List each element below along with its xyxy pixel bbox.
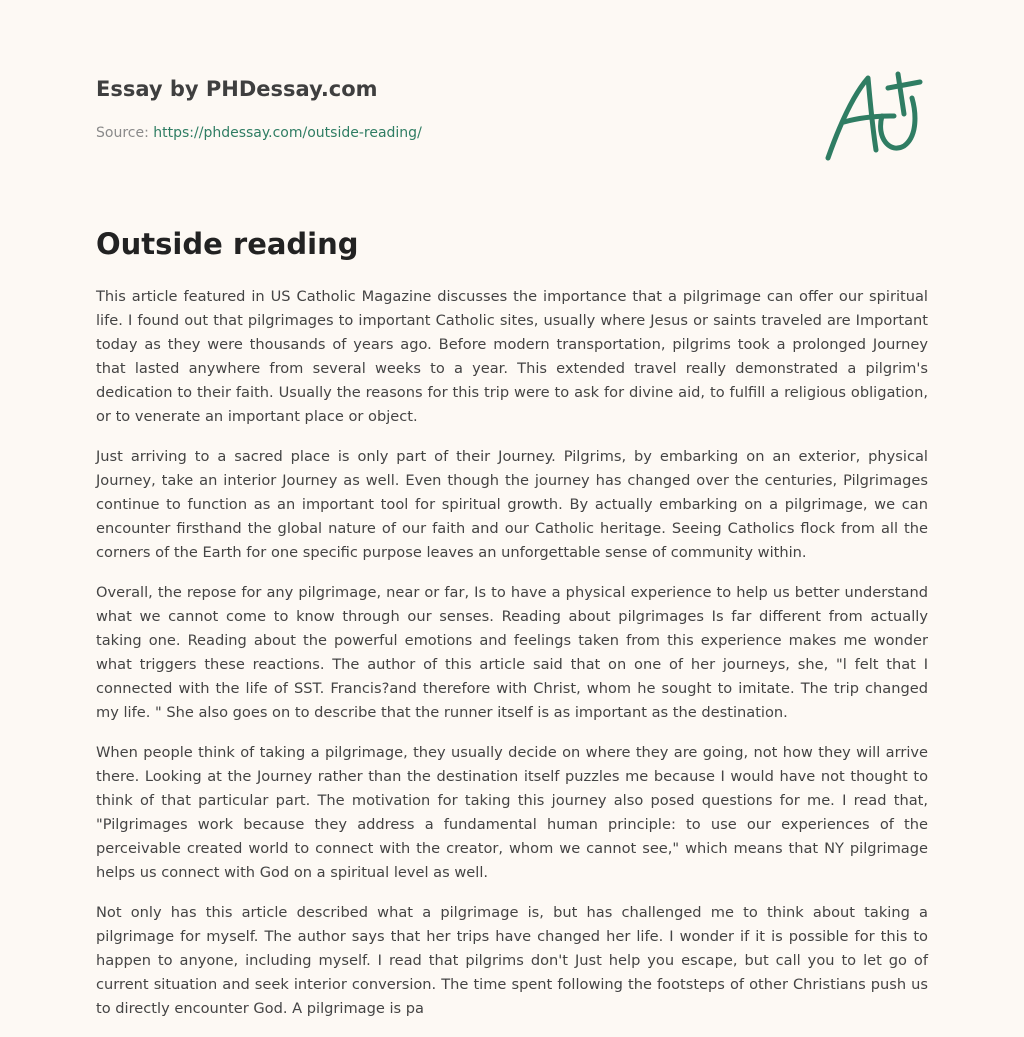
paragraph: This article featured in US Catholic Magazine discusses the importance that a pilgrimage can offer our spiritual life. I found out that pilgrimages to important Catholic sites, usually where Jesus or saints traveled are Important today as they were thousands of years ago. Before modern transportation, pilgrims took a prolonged Journey that lasted anywhere from several weeks to a year. This extended travel really demonstrated a pilgrim's dedication to their faith. Usually the reasons for this trip were to ask for divine aid, to fulfill a religious obligation, or to venerate an important place or object. (96, 288, 928, 425)
essay-title: Outside reading (96, 227, 359, 261)
paragraph: Overall, the repose for any pilgrimage, near or far, Is to have a physical experience to help us better understand what we cannot come to know through our senses. Reading about pilgrimages Is far different from actually taking one. Reading about the powerful emotions and feelings taken from this experience makes me wonder what triggers these reactions. The author of this article said that on one of her journeys, she, "l felt that I connected with the life of SST. Francis?and therefore with Christ, whom he sought to imitate. The trip changed my life. " She also goes on to describe that the runner itself is as important as the destination. (96, 584, 928, 721)
paragraph: Not only has this article described what a pilgrimage is, but has challenged me to think about taking a pilgrimage for myself. The author says that her trips have changed her life. I wonder if it is possible for this to happen to anyone, including myself. I read that pilgrims don't Just help you escape, but call you to let go of current situation and seek interior conversion. The time spent following the footsteps of other Christians push us to directly encounter God. A pilgrimage is pa (96, 904, 928, 1017)
paragraph: When people think of taking a pilgrimage, they usually decide on where they are going, not how they will arrive there. Looking at the Journey rather than the destination itself puzzles me because I would have not thought to think of that particular part. The motivation for taking this journey also posed questions for me. I read that, "Pilgrimages work because they address a fundamental human principle: to use our experiences of the perceivable created world to connect with the creator, whom we cannot see," which means that NY pilgrimage helps us connect with God on a spiritual level as well. (96, 744, 928, 881)
paragraph: Just arriving to a sacred place is only part of their Journey. Pilgrims, by embarking on an exterior, physical Journey, take an interior Journey as well. Even though the journey has changed over the centuries, Pilgrimages continue to function as an important tool for spiritual growth. By actually embarking on a pilgrimage, we can encounter firsthand the global nature of our faith and our Catholic heritage. Seeing Catholics flock from all the corners of the Earth for one specific purpose leaves an unforgettable sense of community within. (96, 448, 928, 561)
source-line (96, 123, 796, 143)
essay-body (96, 285, 928, 1037)
page-header (96, 74, 796, 143)
source-link[interactable]: https://phdessay.com/outside-reading/ (153, 125, 422, 141)
a-plus-grade-icon (818, 64, 930, 168)
site-brand: Essay by PHDessay.com (96, 77, 378, 101)
source-label: Source: (96, 125, 154, 141)
